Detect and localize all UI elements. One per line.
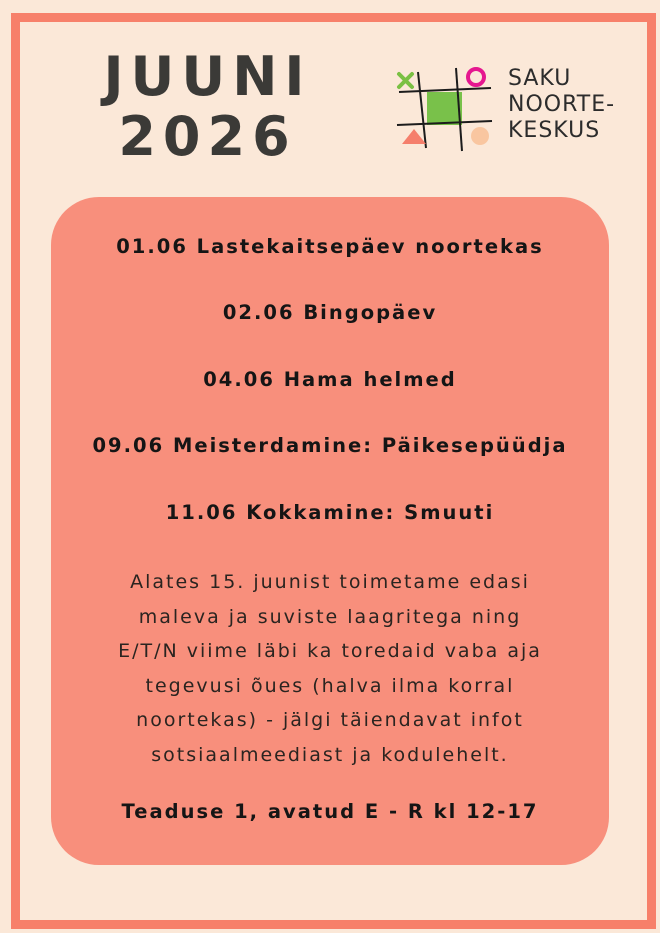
address-hours: Teaduse 1, avatud E - R kl 12-17 xyxy=(121,800,539,823)
year-title: 2026 xyxy=(118,105,297,168)
logo-text-line: SAKU xyxy=(508,66,572,91)
notice-line: tegevusi õues (halva ilma korral xyxy=(145,674,515,697)
summer-notice xyxy=(71,565,589,772)
event-item: 09.06 Meisterdamine: Päikesepüüdja xyxy=(92,434,568,457)
logo-text xyxy=(508,66,615,144)
notice-line: noortekas) - jälgi täiendavat infot xyxy=(136,709,524,731)
notice-line: E/T/N viime läbi ka toredaid vaba aja xyxy=(118,640,542,662)
logo-text-line: NOORTE- xyxy=(508,92,616,117)
event-item: 02.06 Bingopäev xyxy=(222,301,438,324)
events-panel xyxy=(51,197,609,865)
event-item: 04.06 Hama helmed xyxy=(203,368,457,391)
event-item: 11.06 Kokkamine: Smuuti xyxy=(165,501,495,524)
tic-tac-toe-logo-icon xyxy=(396,63,496,153)
notice-line: sotsiaalmeediast ja kodulehelt. xyxy=(151,743,509,766)
month-title: JUUNI xyxy=(103,45,312,108)
notice-line: maleva ja suviste laagritega ning xyxy=(138,605,522,628)
notice-line: Alates 15. juunist toimetame edasi xyxy=(130,571,530,593)
logo-text-line: KESKUS xyxy=(508,118,601,143)
event-item: 01.06 Lastekaitsepäev noortekas xyxy=(116,235,544,258)
